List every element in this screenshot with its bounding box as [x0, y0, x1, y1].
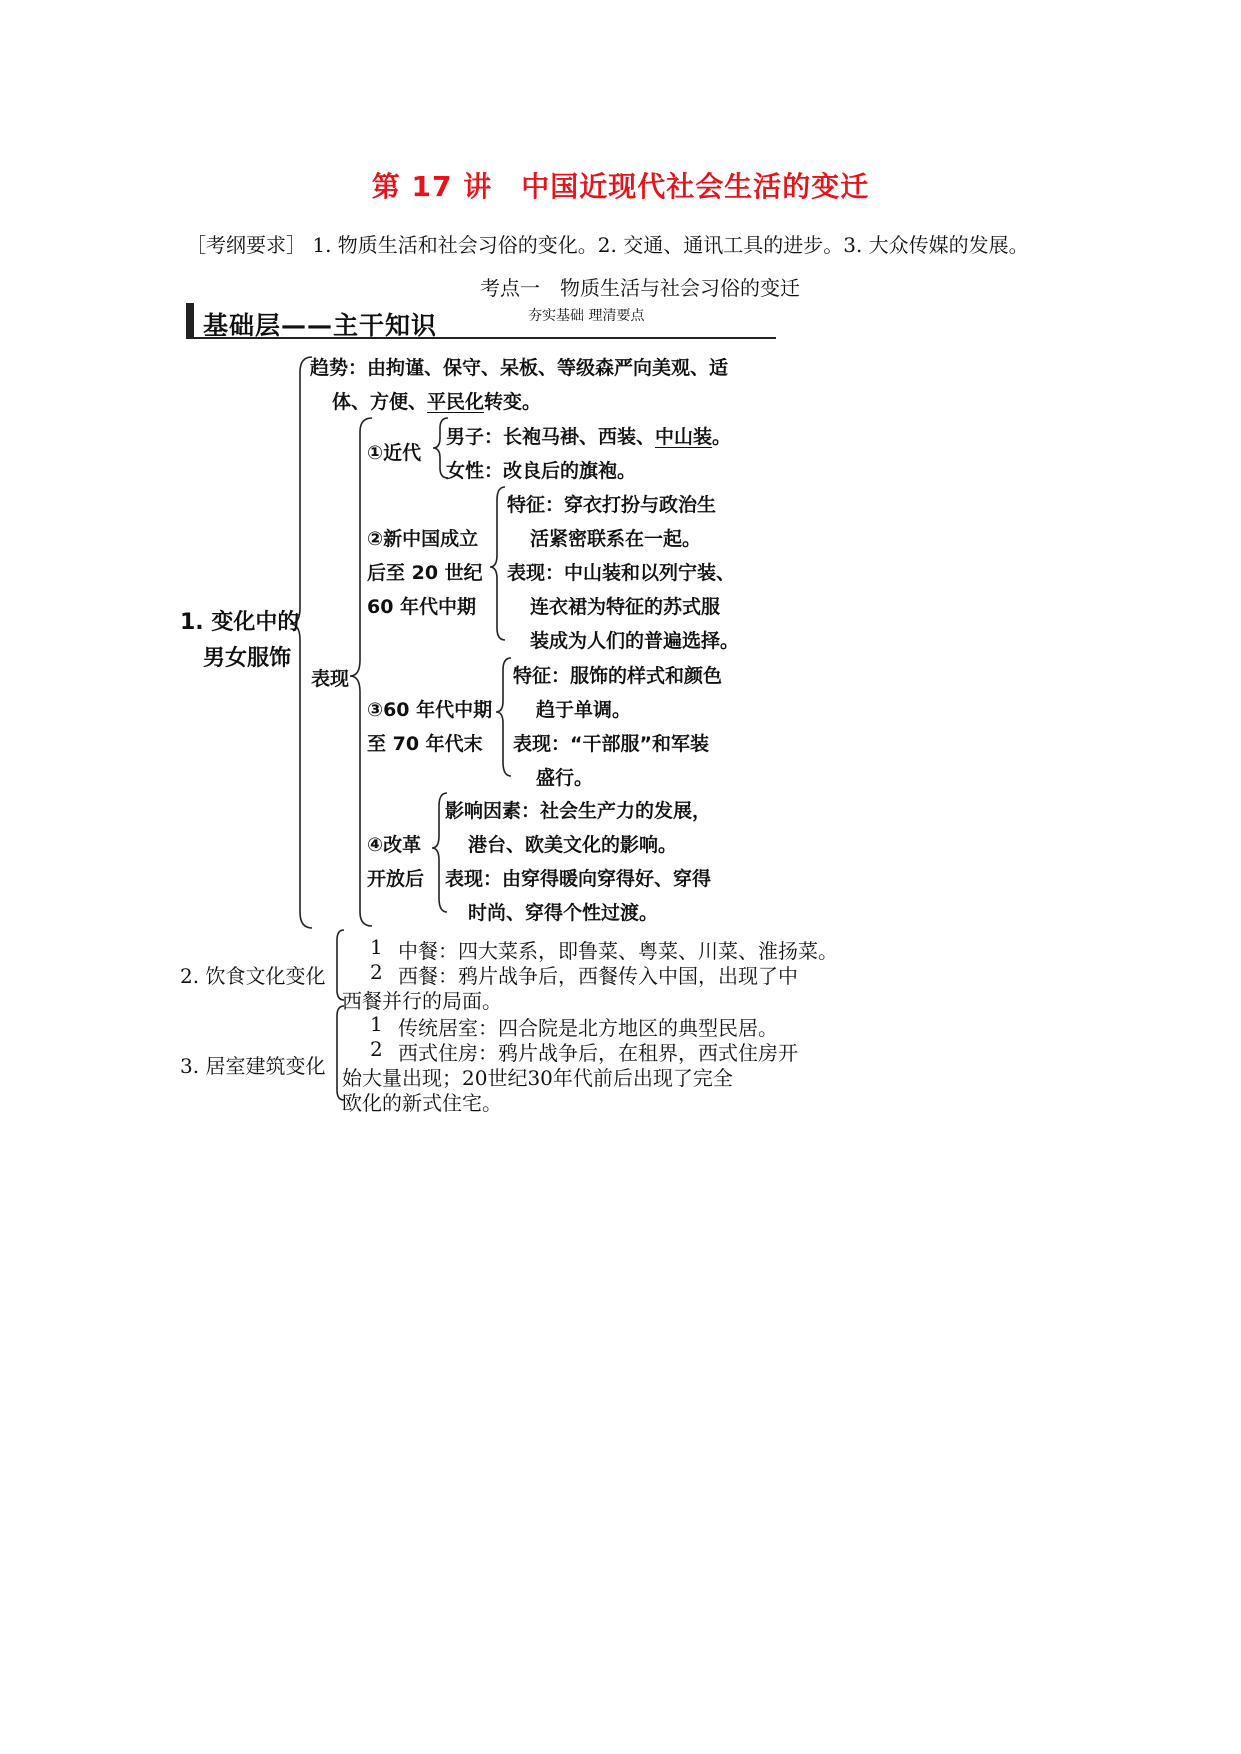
period-3-label-1: ③60 年代中期	[367, 699, 493, 721]
trend-label: 趋势	[310, 357, 349, 379]
food-item-2-cont: 西餐并行的局面。	[342, 989, 502, 1013]
period-4-factor-2: 港台、欧美文化的影响。	[468, 834, 678, 856]
period-2-show-2: 连衣裙为特征的苏式服	[530, 596, 721, 618]
period-2-show-1: 表现：中山装和以列宁装、	[507, 562, 736, 584]
period-3-feature-2: 趋于单调。	[536, 699, 632, 721]
food-heading: 2. 饮食文化变化	[180, 964, 326, 988]
period-4-show-1: 表现：由穿得暖向穿得好、穿得	[445, 868, 712, 890]
trend-text-2a: 体、方便、	[332, 391, 428, 413]
biaoxian-label: 表现	[311, 668, 350, 690]
keyword-zhongshanzhuang: 中山装	[655, 426, 713, 448]
section-subtitle: 夯实基础 理清要点	[528, 308, 645, 324]
period-1-female: 女性：改良后的旗袍。	[446, 460, 637, 482]
trend-text-1: ：由拘谨、保守、呆板、等级森严向美观、适	[348, 357, 729, 379]
page-title: 第 17 讲 中国近现代社会生活的变迁	[371, 170, 870, 203]
period-1-label: ①近代	[367, 442, 422, 464]
trend-keyword-pingminhua: 平民化	[427, 391, 485, 413]
period-4-label-1: ④改革	[367, 834, 422, 856]
clothing-heading-line1: 1. 变化中的	[180, 610, 300, 635]
period-2-label-1: ②新中国成立	[367, 528, 479, 550]
housing-item-2-number: 2	[370, 1037, 383, 1061]
period-3-show-1: 表现：“干部服”和军装	[513, 733, 709, 755]
brace-p2	[490, 487, 505, 640]
trend-text-2c: 转变。	[484, 391, 542, 413]
period-2-feature-2: 活紧密联系在一起。	[530, 528, 702, 550]
food-item-1-number: 1	[370, 935, 383, 959]
period-2-label-3: 60 年代中期	[367, 596, 477, 618]
brace-p3	[496, 658, 511, 776]
period-2-feature-1: 特征：穿衣打扮与政治生	[507, 494, 717, 516]
food-item-2: 西餐：鸦片战争后，西餐传入中国，出现了中	[398, 964, 798, 988]
housing-item-2-cont-1: 始大量出现；20世纪30年代前后出现了完全	[342, 1066, 733, 1090]
period-3-show-2: 盛行。	[536, 767, 594, 789]
period-4-show-2: 时尚、穿得个性过渡。	[468, 902, 659, 924]
period-3-feature-1: 特征：服饰的样式和颜色	[513, 665, 723, 687]
period-1-male: 男子：长袍马褂、西装、中山装。	[446, 426, 732, 448]
food-item-1: 中餐：四大菜系，即鲁菜、粤菜、川菜、淮扬菜。	[398, 939, 838, 963]
period-2-show-3: 装成为人们的普遍选择。	[530, 630, 740, 652]
trend-line1	[310, 353, 728, 380]
food-item-2-number: 2	[370, 960, 383, 984]
period-4-factor-1: 影响因素：社会生产力的发展，	[445, 800, 712, 822]
period-3-label-2: 至 70 年代末	[367, 733, 483, 755]
exam-requirements: ［考纲要求］ 1. 物质生活和社会习俗的变化。2. 交通、通讯工具的进步。3. 大众传媒的发展。	[186, 233, 1029, 257]
section-title: 基础层——主干知识	[203, 311, 438, 340]
section-kaodian-heading: 考点一 物质生活与社会习俗的变迁	[480, 276, 800, 300]
clothing-heading-line2: 男女服饰	[203, 646, 292, 671]
brace-clothing-main	[290, 357, 312, 928]
period-4-label-2: 开放后	[367, 868, 425, 890]
housing-item-2: 西式住房：鸦片战争后，在租界，西式住房开	[398, 1041, 798, 1065]
period-2-label-2: 后至 20 世纪	[367, 562, 483, 584]
housing-heading: 3. 居室建筑变化	[180, 1054, 326, 1078]
housing-item-2-cont-2: 欧化的新式住宅。	[342, 1091, 502, 1115]
housing-item-1: 传统居室：四合院是北方地区的典型民居。	[398, 1016, 778, 1040]
housing-item-1-number: 1	[370, 1012, 383, 1036]
trend-line2	[332, 387, 541, 414]
